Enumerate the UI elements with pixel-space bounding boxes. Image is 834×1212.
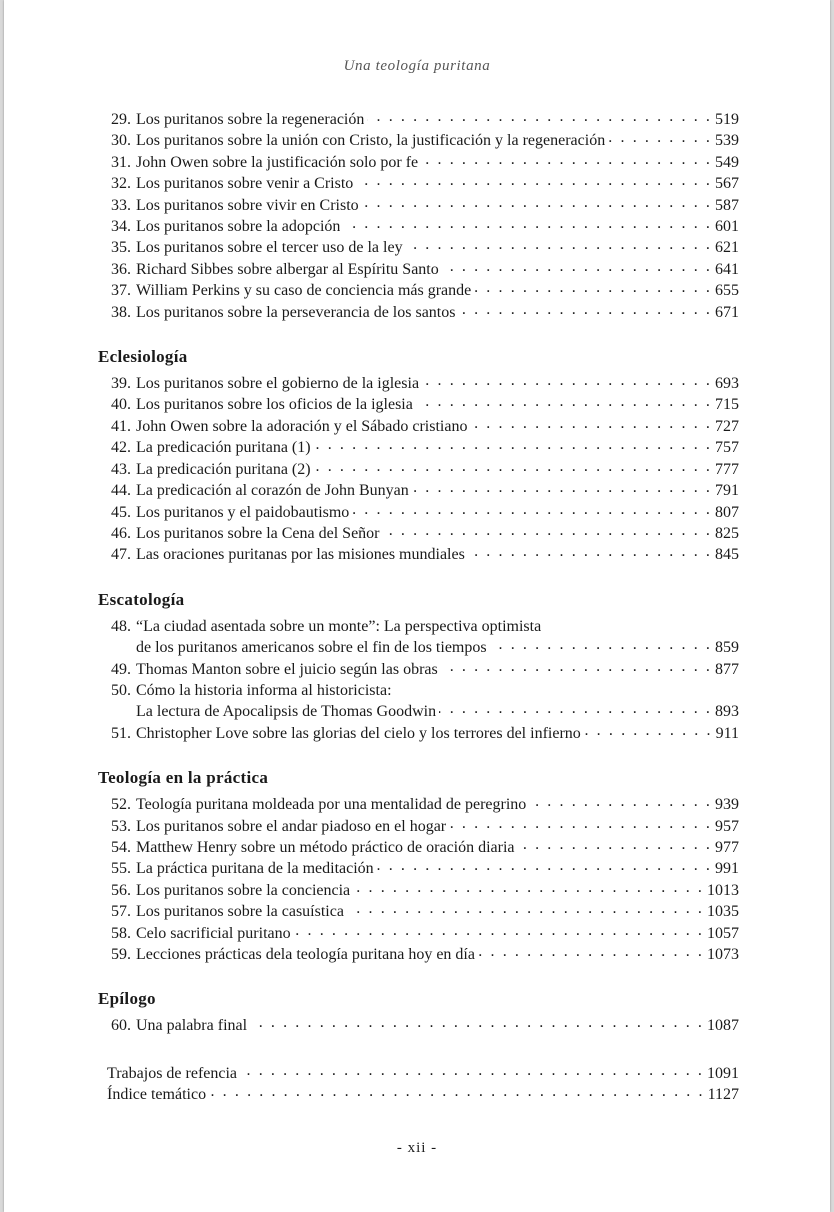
entry-title: Trabajos de refencia [107, 1064, 238, 1082]
entry-title: La predicación puritana (2) [136, 460, 311, 478]
entry-page: 519 [715, 111, 739, 128]
toc-entry-60 [95, 1015, 739, 1036]
toc-entry [95, 237, 739, 258]
toc-entry [95, 416, 739, 437]
entry-title: Las oraciones puritanas por las misiones mundiales [136, 546, 465, 564]
entry-title: Los puritanos sobre la perseverancia de los santos [136, 303, 456, 321]
dot-leader [468, 545, 712, 559]
toc-entry-50-cont [95, 701, 739, 722]
toc-entry [95, 837, 739, 858]
entry-page: 1057 [707, 924, 739, 942]
toc-group-practica [95, 794, 739, 965]
section-heading-eclesiologia: Eclesiología [98, 347, 188, 367]
entry-title: Los puritanos sobre la casuística [136, 903, 344, 921]
toc-entry-51 [95, 723, 739, 744]
entry-page: 715 [715, 396, 739, 414]
toc-entry [95, 302, 739, 323]
entry-title: Thomas Manton sobre el juicio según las obras [136, 660, 438, 678]
entry-title: Los puritanos y el paidobautismo [136, 503, 350, 521]
entry-title: Los puritanos sobre la Cena del Señor [136, 524, 380, 542]
entry-title: Cómo la historia informa al historicista: [136, 681, 392, 699]
toc-entry [95, 173, 739, 194]
dot-leader [416, 395, 712, 409]
entry-title: Los puritanos sobre la regeneración [136, 111, 365, 128]
entry-title: Una palabra final [136, 1017, 248, 1035]
entry-number: 52. [111, 796, 131, 814]
toc-entry [95, 1084, 739, 1105]
dot-leader [294, 924, 704, 938]
entry-title: Los puritanos sobre vivir en Cristo [136, 196, 359, 214]
toc-entry [95, 523, 739, 544]
entry-number: 53. [111, 817, 131, 835]
table-of-contents [95, 109, 739, 1106]
entry-page: 1091 [707, 1064, 739, 1082]
entry-page: 549 [715, 153, 739, 171]
entry-page: 757 [715, 439, 739, 457]
toc-entry [95, 216, 739, 237]
entry-title-cont: La lectura de Apocalipsis de Thomas Goodwin [136, 703, 437, 721]
entry-number: 46. [111, 524, 131, 542]
entry-number: 47. [111, 546, 131, 564]
toc-entry-48-cont [95, 637, 739, 658]
entry-number: 44. [111, 482, 131, 500]
toc-entry [95, 794, 739, 815]
entry-page: 977 [715, 838, 739, 856]
entry-number: 34. [111, 218, 131, 236]
entry-page: 539 [715, 132, 739, 150]
dot-leader [209, 1085, 705, 1099]
entry-number: 38. [111, 303, 131, 321]
toc-back-matter [95, 1063, 739, 1106]
dot-leader [347, 902, 704, 916]
entry-page: 791 [715, 482, 739, 500]
toc-group-eclesiologia [95, 373, 739, 566]
toc-entry [95, 880, 739, 901]
entry-number: 42. [111, 439, 131, 457]
toc-entry [95, 544, 739, 565]
entry-title: Los puritanos sobre el tercer uso de la ley [136, 239, 403, 257]
dot-leader [529, 795, 712, 809]
entry-number: 45. [111, 503, 131, 521]
entry-number: 51. [111, 724, 131, 742]
entry-number: 32. [111, 175, 131, 193]
dot-leader [421, 153, 712, 167]
entry-page: 1035 [707, 903, 739, 921]
entry-number: 41. [111, 417, 131, 435]
entry-page: 957 [715, 817, 739, 835]
entry-number: 36. [111, 260, 131, 278]
dot-leader [449, 817, 712, 831]
entry-title: Christopher Love sobre las glorias del cielo y los terrores del infierno [136, 724, 581, 742]
entry-page: 1013 [707, 881, 739, 899]
entry-page: 693 [715, 375, 739, 393]
entry-number: 57. [111, 903, 131, 921]
entry-page: 777 [715, 460, 739, 478]
dot-leader [490, 638, 712, 652]
entry-page: 587 [715, 196, 739, 214]
entry-title: Índice temático [107, 1086, 207, 1104]
toc-entry-48 [95, 616, 739, 637]
entry-number: 58. [111, 924, 131, 942]
entry-title: Los puritanos sobre el gobierno de la iglesia [136, 375, 420, 393]
entry-title: Los puritanos sobre los oficios de la iglesia [136, 396, 413, 414]
dot-leader [608, 131, 712, 145]
toc-group-soteriology [95, 109, 739, 323]
toc-entry [95, 502, 739, 523]
entry-number: 29. [111, 111, 131, 128]
entry-number: 50. [111, 681, 131, 699]
entry-title: Teología puritana moldeada por una mentalidad de peregrino [136, 796, 527, 814]
entry-page: 1073 [707, 946, 739, 963]
dot-leader [584, 724, 713, 738]
toc-group-escatologia [95, 616, 739, 744]
entry-title-cont: de los puritanos americanos sobre el fin de los tiempos [136, 639, 487, 657]
toc-entry [95, 259, 739, 280]
dot-leader [383, 524, 713, 538]
entry-page: 567 [715, 175, 739, 193]
entry-page: 807 [715, 503, 739, 521]
entry-title: John Owen sobre la adoración y el Sábado cristiano [136, 417, 468, 435]
dot-leader [314, 438, 712, 452]
entry-page: 655 [715, 282, 739, 300]
entry-title: John Owen sobre la justificación solo por fe [136, 153, 419, 171]
entry-number: 48. [111, 617, 131, 635]
toc-entry [95, 130, 739, 151]
dot-leader [442, 260, 712, 274]
toc-entry [95, 480, 739, 501]
toc-entry [95, 373, 739, 394]
dot-leader [353, 881, 704, 895]
dot-leader [250, 1016, 704, 1030]
toc-entry [95, 152, 739, 173]
dot-leader [367, 110, 712, 124]
entry-page: 845 [715, 546, 739, 564]
dot-leader [356, 174, 712, 188]
entry-page: 825 [715, 524, 739, 542]
entry-number: 40. [111, 396, 131, 414]
toc-entry [95, 858, 739, 879]
running-head: Una teología puritana [343, 58, 491, 74]
dot-leader [352, 503, 712, 517]
entry-title: Los puritanos sobre la unión con Cristo, la justificación y la regeneración [136, 132, 606, 150]
toc-entry-49 [95, 659, 739, 680]
entry-number: 56. [111, 881, 131, 899]
entry-page: 601 [715, 218, 739, 236]
entry-number: 30. [111, 132, 131, 150]
entry-number: 59. [111, 946, 131, 963]
entry-title: La predicación al corazón de John Bunyan [136, 482, 409, 500]
dot-leader [377, 859, 712, 873]
entry-title: Los puritanos sobre venir a Cristo [136, 175, 354, 193]
toc-entry [95, 437, 739, 458]
entry-page: 1087 [707, 1017, 739, 1035]
dot-leader [458, 303, 712, 317]
dot-leader [343, 217, 712, 231]
toc-entry [95, 280, 739, 301]
entry-title: Richard Sibbes sobre albergar al Espíritu Santo [136, 260, 439, 278]
entry-page: 1127 [707, 1086, 739, 1104]
entry-number: 60. [111, 1017, 131, 1035]
toc-entry [95, 816, 739, 837]
section-heading-practica: Teología en la práctica [98, 768, 269, 788]
entry-number: 35. [111, 239, 131, 257]
entry-number: 37. [111, 282, 131, 300]
dot-leader [441, 660, 712, 674]
dot-leader [412, 481, 712, 495]
dot-leader [240, 1064, 704, 1078]
dot-leader [422, 374, 712, 388]
entry-title: Matthew Henry sobre un método práctico de oración diaria [136, 838, 515, 856]
toc-entry [95, 901, 739, 922]
entry-title: La predicación puritana (1) [136, 439, 311, 457]
entry-title: William Perkins y su caso de conciencia más grande [136, 282, 472, 300]
section-heading-escatologia: Escatología [98, 589, 185, 609]
entry-page: 859 [715, 639, 739, 657]
dot-leader [518, 838, 712, 852]
entry-number: 31. [111, 153, 131, 171]
entry-page: 939 [715, 796, 739, 814]
entry-page: 727 [715, 417, 739, 435]
entry-number: 54. [111, 838, 131, 856]
entry-page: 893 [715, 703, 739, 721]
entry-title: Los puritanos sobre el andar piadoso en el hogar [136, 817, 447, 835]
entry-page: 621 [715, 239, 739, 257]
book-page [4, 0, 830, 1212]
entry-page: 671 [715, 303, 739, 321]
dot-leader [474, 281, 712, 295]
toc-entry-50 [95, 680, 739, 701]
entry-number: 39. [111, 375, 131, 393]
dot-leader [478, 945, 704, 959]
dot-leader [439, 702, 712, 716]
entry-page: 991 [715, 860, 739, 878]
entry-title: La práctica puritana de la meditación [136, 860, 374, 878]
entry-number: 49. [111, 660, 131, 678]
entry-number: 33. [111, 196, 131, 214]
toc-entry [95, 109, 739, 130]
entry-title: Celo sacrificial puritano [136, 924, 291, 942]
toc-entry [95, 923, 739, 944]
entry-number: 55. [111, 860, 131, 878]
dot-leader [470, 417, 712, 431]
entry-number: 43. [111, 460, 131, 478]
dot-leader [362, 196, 712, 210]
toc-entry [95, 459, 739, 480]
entry-page: 877 [715, 660, 739, 678]
dot-leader [406, 238, 712, 252]
entry-title: “La ciudad asentada sobre un monte”: La perspectiva optimista [136, 617, 542, 635]
toc-entry [95, 944, 739, 965]
entry-page: 641 [715, 260, 739, 278]
entry-page: 911 [715, 724, 739, 742]
entry-title: Lecciones prácticas dela teología puritana hoy en día [136, 946, 475, 963]
toc-entry [95, 195, 739, 216]
entry-title: Los puritanos sobre la adopción [136, 218, 341, 236]
toc-entry [95, 394, 739, 415]
entry-title: Los puritanos sobre la conciencia [136, 881, 351, 899]
toc-entry [95, 1063, 739, 1084]
dot-leader [314, 460, 712, 474]
section-heading-epilogo: Epílogo [98, 989, 156, 1009]
page-folio: - xii - [396, 1140, 438, 1156]
